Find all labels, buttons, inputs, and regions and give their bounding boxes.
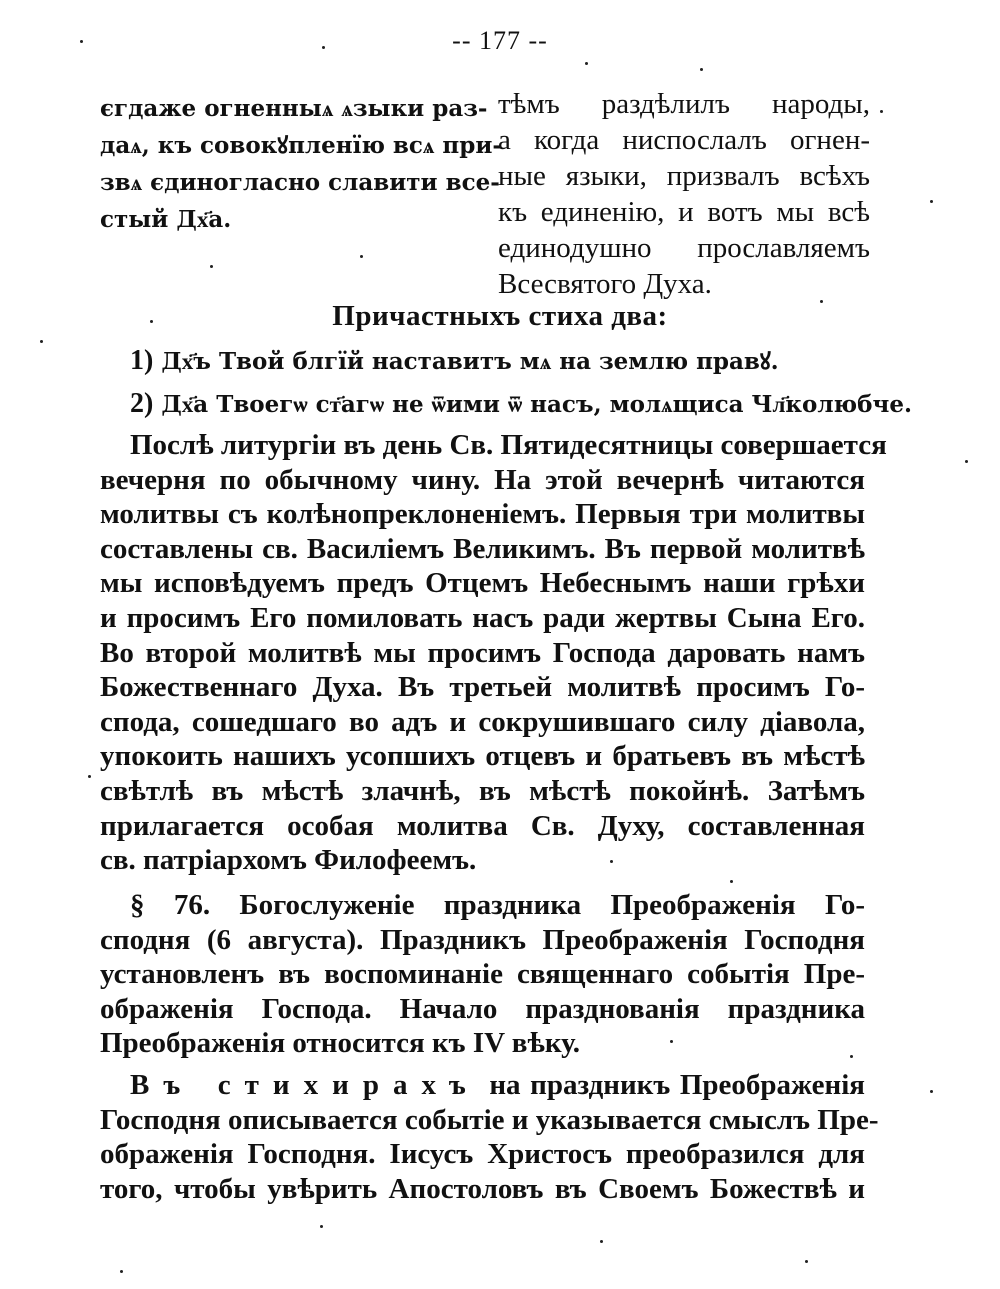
scan-speck xyxy=(930,200,933,203)
section-title: § 76. Богослуженіе праздника Преображенія Го- xyxy=(130,889,865,921)
text-line: и просимъ Его помиловать насъ ради жертвы Сына Его. xyxy=(100,601,865,634)
translation-line: къ единенію, и вотъ мы всѣ xyxy=(498,196,870,228)
text-line: упокоить нашихъ усопшихъ отцевъ и братьевъ въ мѣстѣ xyxy=(100,740,865,773)
scan-speck xyxy=(700,68,703,71)
text-line: ображенія Господня. Іисусъ Христосъ преобразился для xyxy=(100,1138,865,1171)
communion-verse xyxy=(130,388,912,420)
paragraph-stichera xyxy=(100,1068,879,1206)
text-line: ображенія Господа. Начало празднованія праздника xyxy=(100,992,865,1025)
verse-text: Дх҃а Твоегѡ ст҃агѡ не ѿими ѿ насъ, молѧщиса Чл҃колюбче. xyxy=(161,391,912,418)
text-line: св. патріархомъ Филофеемъ. xyxy=(100,844,477,877)
page-number: -- 177 -- xyxy=(452,26,548,55)
verse-text: Дх҃ъ Твой блгїй наставитъ мѧ на землю правꙋ. xyxy=(161,348,779,375)
slavonic-line: єгдаже огненныѧ ѧзыки раз- xyxy=(100,95,488,122)
scan-speck xyxy=(670,1040,673,1043)
slavonic-line: даѧ, къ совокꙋпленїю всѧ при- xyxy=(100,132,502,159)
scan-speck xyxy=(850,1055,853,1058)
text-line: Преображенія относится къ IV вѣку. xyxy=(100,1027,581,1060)
scan-speck xyxy=(965,460,968,463)
translation-line: тѣмъ раздѣлилъ народы, xyxy=(498,88,870,120)
text-line: Божественнаго Духа. Въ третьей молитвѣ просимъ Го- xyxy=(100,671,865,704)
church-slavonic-column xyxy=(100,90,502,238)
text-line: того, чтобы увѣрить Апостоловъ въ Своемъ Божествѣ и xyxy=(100,1172,865,1205)
text-line: прилагается особая молитва Св. Духу, составленная xyxy=(100,809,865,842)
translation-line: единодушно прославляемъ xyxy=(498,232,870,264)
translation-line: ные языки, призвалъ всѣхъ xyxy=(498,160,870,192)
scan-speck xyxy=(585,62,588,65)
scan-speck xyxy=(40,340,43,343)
communion-verse xyxy=(130,344,870,377)
verse-number: 2) xyxy=(130,388,154,419)
scan-speck xyxy=(322,46,325,49)
text-line: мы исповѣдуемъ предъ Отцемъ Небеснымъ наши грѣхи xyxy=(100,567,865,600)
text-line: сподня (6 августа). Праздникъ Преображенія Господня xyxy=(100,923,865,956)
text-line: установленъ въ воспоминаніе священнаго событія Пре- xyxy=(100,958,865,991)
paragraph-transfiguration xyxy=(100,888,865,1061)
scan-speck xyxy=(360,255,363,258)
scan-speck xyxy=(880,110,883,113)
scan-speck xyxy=(210,265,213,268)
slavonic-line: стый Дх҃а. xyxy=(100,206,232,233)
scan-speck xyxy=(88,775,91,778)
scan-speck xyxy=(820,300,823,303)
scan-speck xyxy=(930,1090,933,1093)
translation-line: а когда ниспослалъ огнен- xyxy=(498,124,870,156)
text-line: спода, сошедшаго во адъ и сокрушившаго силу діавола, xyxy=(100,705,865,738)
scan-speck xyxy=(610,860,613,863)
scan-speck xyxy=(600,1240,603,1243)
scan-speck xyxy=(150,320,153,323)
paragraph-vespers xyxy=(100,428,887,878)
text-line xyxy=(100,1068,865,1103)
scan-speck xyxy=(730,880,733,883)
scan-speck xyxy=(80,40,83,43)
spaced-emphasis: Въ стихирахъ xyxy=(130,1069,480,1101)
text-line: составлены св. Василіемъ Великимъ. Въ первой молитвѣ xyxy=(100,532,865,565)
scan-speck xyxy=(805,1260,808,1263)
translation-line: Всесвятого Духа. xyxy=(498,268,712,300)
russian-translation-column xyxy=(498,86,870,302)
slavonic-line: звѧ єдиногласно славити все- xyxy=(100,169,500,196)
verse-number: 1) xyxy=(130,345,154,376)
text-line: Господня описывается событіе и указывается смыслъ Пре- xyxy=(100,1103,879,1136)
scan-speck xyxy=(320,1225,323,1228)
scan-speck xyxy=(120,1270,123,1273)
text-line: молитвы съ колѣнопреклоненіемъ. Первыя три молитвы xyxy=(100,498,865,531)
text-line: вечерня по обычному чину. На этой вечернѣ читаются xyxy=(100,463,865,496)
text-line: Во второй молитвѣ мы просимъ Господа даровать намъ xyxy=(100,636,865,669)
text-fragment: на праздникъ Преображенія xyxy=(489,1069,865,1101)
text-line: свѣтлѣ въ мѣстѣ злачнѣ, въ мѣстѣ покойнѣ. Затѣмъ xyxy=(100,774,865,807)
section-heading: Причастныхъ стиха два: xyxy=(332,300,668,332)
text-line: Послѣ литургіи въ день Св. Пятидесятницы совершается xyxy=(130,429,887,461)
